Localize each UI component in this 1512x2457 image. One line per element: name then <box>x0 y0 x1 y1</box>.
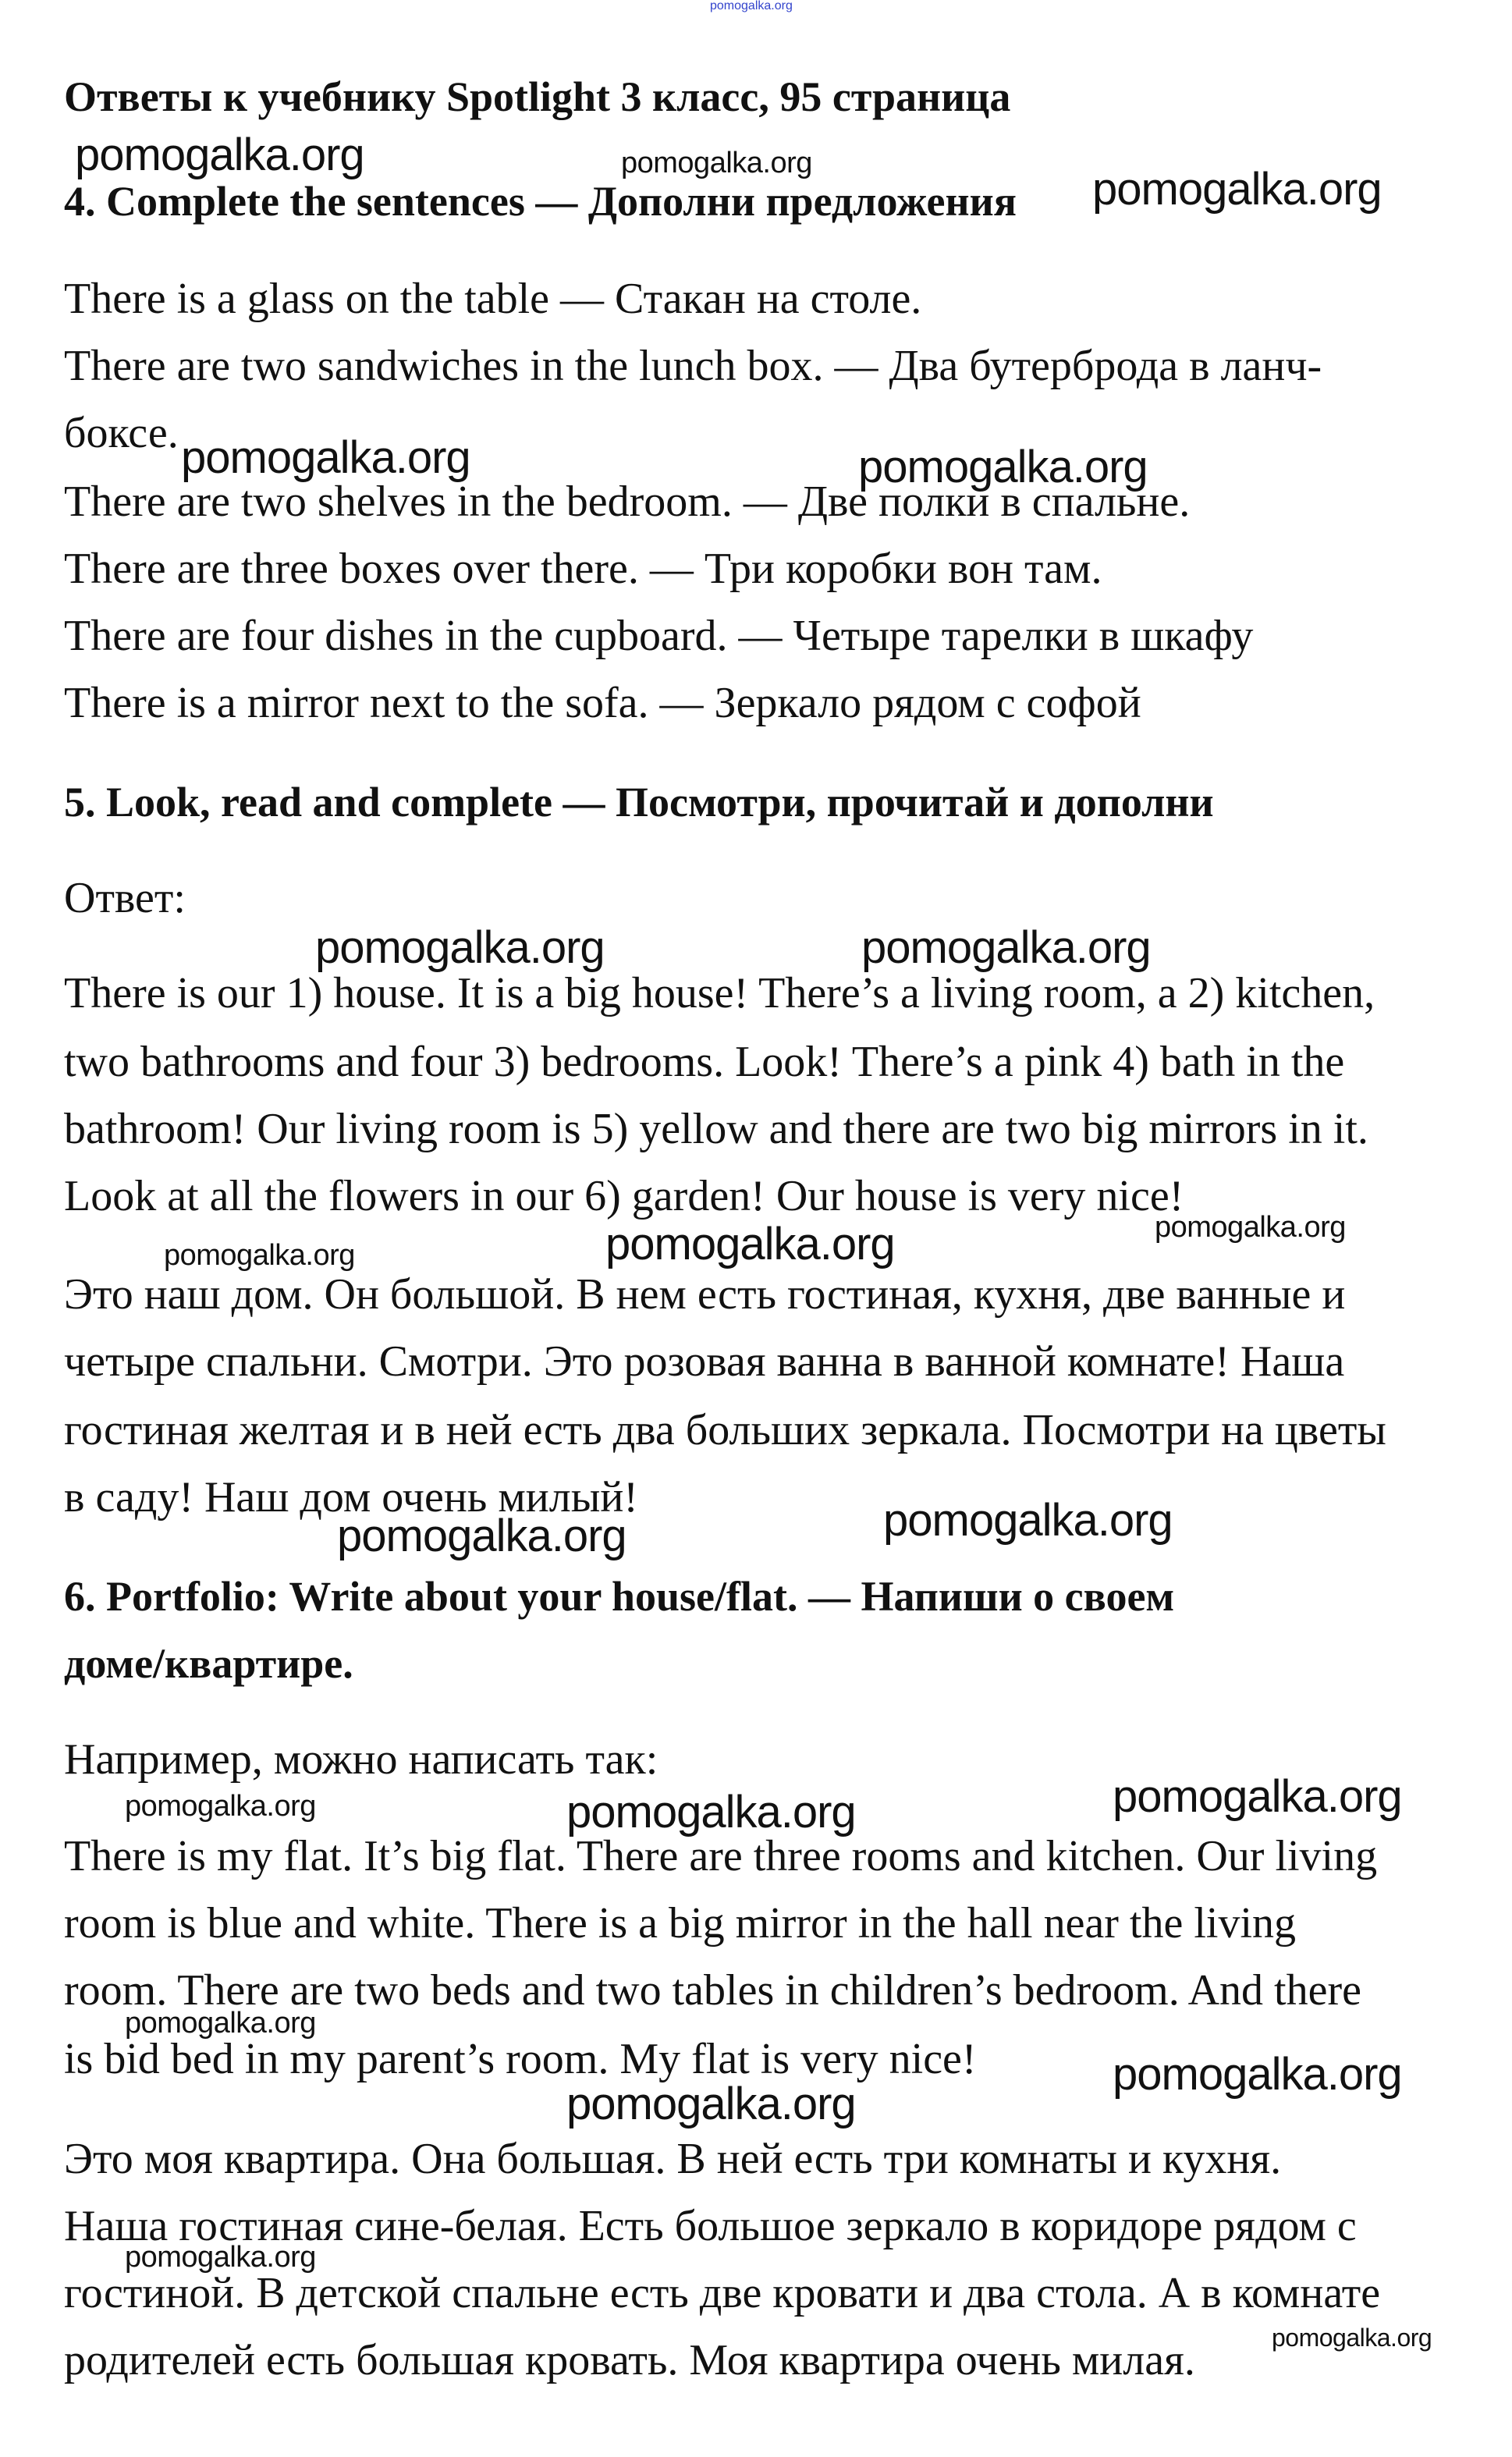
text-line: Это наш дом. Он большой. В нем есть гостиная, кухня, две ванные и <box>64 1270 1346 1319</box>
text-line: room is blue and white. There is a big mirror in the hall near the living <box>64 1899 1297 1947</box>
watermark: pomogalka.org <box>1113 2049 1402 2100</box>
answer-label: Ответ: <box>64 874 186 922</box>
watermark: pomogalka.org <box>181 432 470 483</box>
watermark: pomogalka.org <box>315 922 605 973</box>
intro-text: Например, можно написать так: <box>64 1735 658 1784</box>
section-4-heading: 4. Complete the sentences — Дополни предложения <box>64 178 1017 225</box>
watermark: pomogalka.org <box>1155 1211 1346 1244</box>
sentence-line: There is a mirror next to the sofa. — Зеркало рядом с софой <box>64 679 1141 727</box>
sentence-line: There are three boxes over there. — Три коробки вон там. <box>64 545 1102 593</box>
text-line: в саду! Наш дом очень милый! <box>64 1473 638 1521</box>
text-line: гостиная желтая и в ней есть два больших зеркала. Посмотри на цветы <box>64 1406 1386 1454</box>
text-line: is bid bed in my parent’s room. My flat is very nice! <box>64 2035 977 2083</box>
text-line: четыре спальни. Смотри. Это розовая ванна в ванной комнате! Наша <box>64 1337 1345 1386</box>
watermark: pomogalka.org <box>566 2079 856 2129</box>
watermark: pomogalka.org <box>125 2241 316 2274</box>
sentence-line: There is a glass on the table — Стакан на столе. <box>64 275 922 323</box>
watermark: pomogalka.org <box>1272 2324 1432 2352</box>
section-6-heading: 6. Portfolio: Write about your house/flat. — Напиши о своем <box>64 1573 1175 1620</box>
text-line: There is my flat. It’s big flat. There are three rooms and kitchen. Our living <box>64 1832 1378 1880</box>
sentence-line: There are four dishes in the cupboard. — Четыре тарелки в шкафу <box>64 612 1254 660</box>
watermark: pomogalka.org <box>858 442 1148 492</box>
text-line: two bathrooms and four 3) bedrooms. Look! There’s a pink 4) bath in the <box>64 1038 1345 1086</box>
section-6-heading: доме/квартире. <box>64 1640 353 1687</box>
watermark: pomogalka.org <box>337 1511 626 1561</box>
page-title: Ответы к учебнику Spotlight 3 класс, 95 страница <box>64 73 1011 120</box>
text-line: Look at all the flowers in our 6) garden! Our house is very nice! <box>64 1172 1184 1220</box>
watermark: pomogalka.org <box>164 1239 355 1272</box>
sentence-line: There are two sandwiches in the lunch box. — Два бутерброда в ланч- <box>64 342 1322 390</box>
section-5-heading: 5. Look, read and complete — Посмотри, прочитай и дополни <box>64 779 1214 826</box>
text-line: Наша гостиная сине-белая. Есть большое зеркало в коридоре рядом с <box>64 2202 1357 2250</box>
text-line: room. There are two beds and two tables in children’s bedroom. And there <box>64 1966 1361 2015</box>
watermark: pomogalka.org <box>75 130 364 180</box>
watermark: pomogalka.org <box>566 1787 856 1837</box>
watermark: pomogalka.org <box>621 147 812 179</box>
watermark: pomogalka.org <box>883 1495 1173 1546</box>
sentence-line: боксе. <box>64 409 179 457</box>
text-line: Это моя квартира. Она большая. В ней есть три комнаты и кухня. <box>64 2135 1282 2183</box>
text-line: There is our 1) house. It is a big house! There’s a living room, a 2) kitchen, <box>64 969 1375 1017</box>
sentence-line: There are two shelves in the bedroom. — Две полки в спальне. <box>64 478 1191 526</box>
text-line: родителей есть большая кровать. Моя квартира очень милая. <box>64 2336 1195 2384</box>
watermark-top: pomogalka.org <box>710 0 793 12</box>
text-line: гостиной. В детской спальне есть две кровати и два стола. А в комнате <box>64 2269 1381 2317</box>
text-line: bathroom! Our living room is 5) yellow and there are two big mirrors in it. <box>64 1105 1368 1153</box>
watermark: pomogalka.org <box>1092 164 1382 215</box>
watermark: pomogalka.org <box>861 922 1151 973</box>
watermark: pomogalka.org <box>605 1219 895 1269</box>
watermark: pomogalka.org <box>1113 1771 1402 1822</box>
watermark: pomogalka.org <box>125 1790 316 1823</box>
watermark: pomogalka.org <box>125 2007 316 2040</box>
